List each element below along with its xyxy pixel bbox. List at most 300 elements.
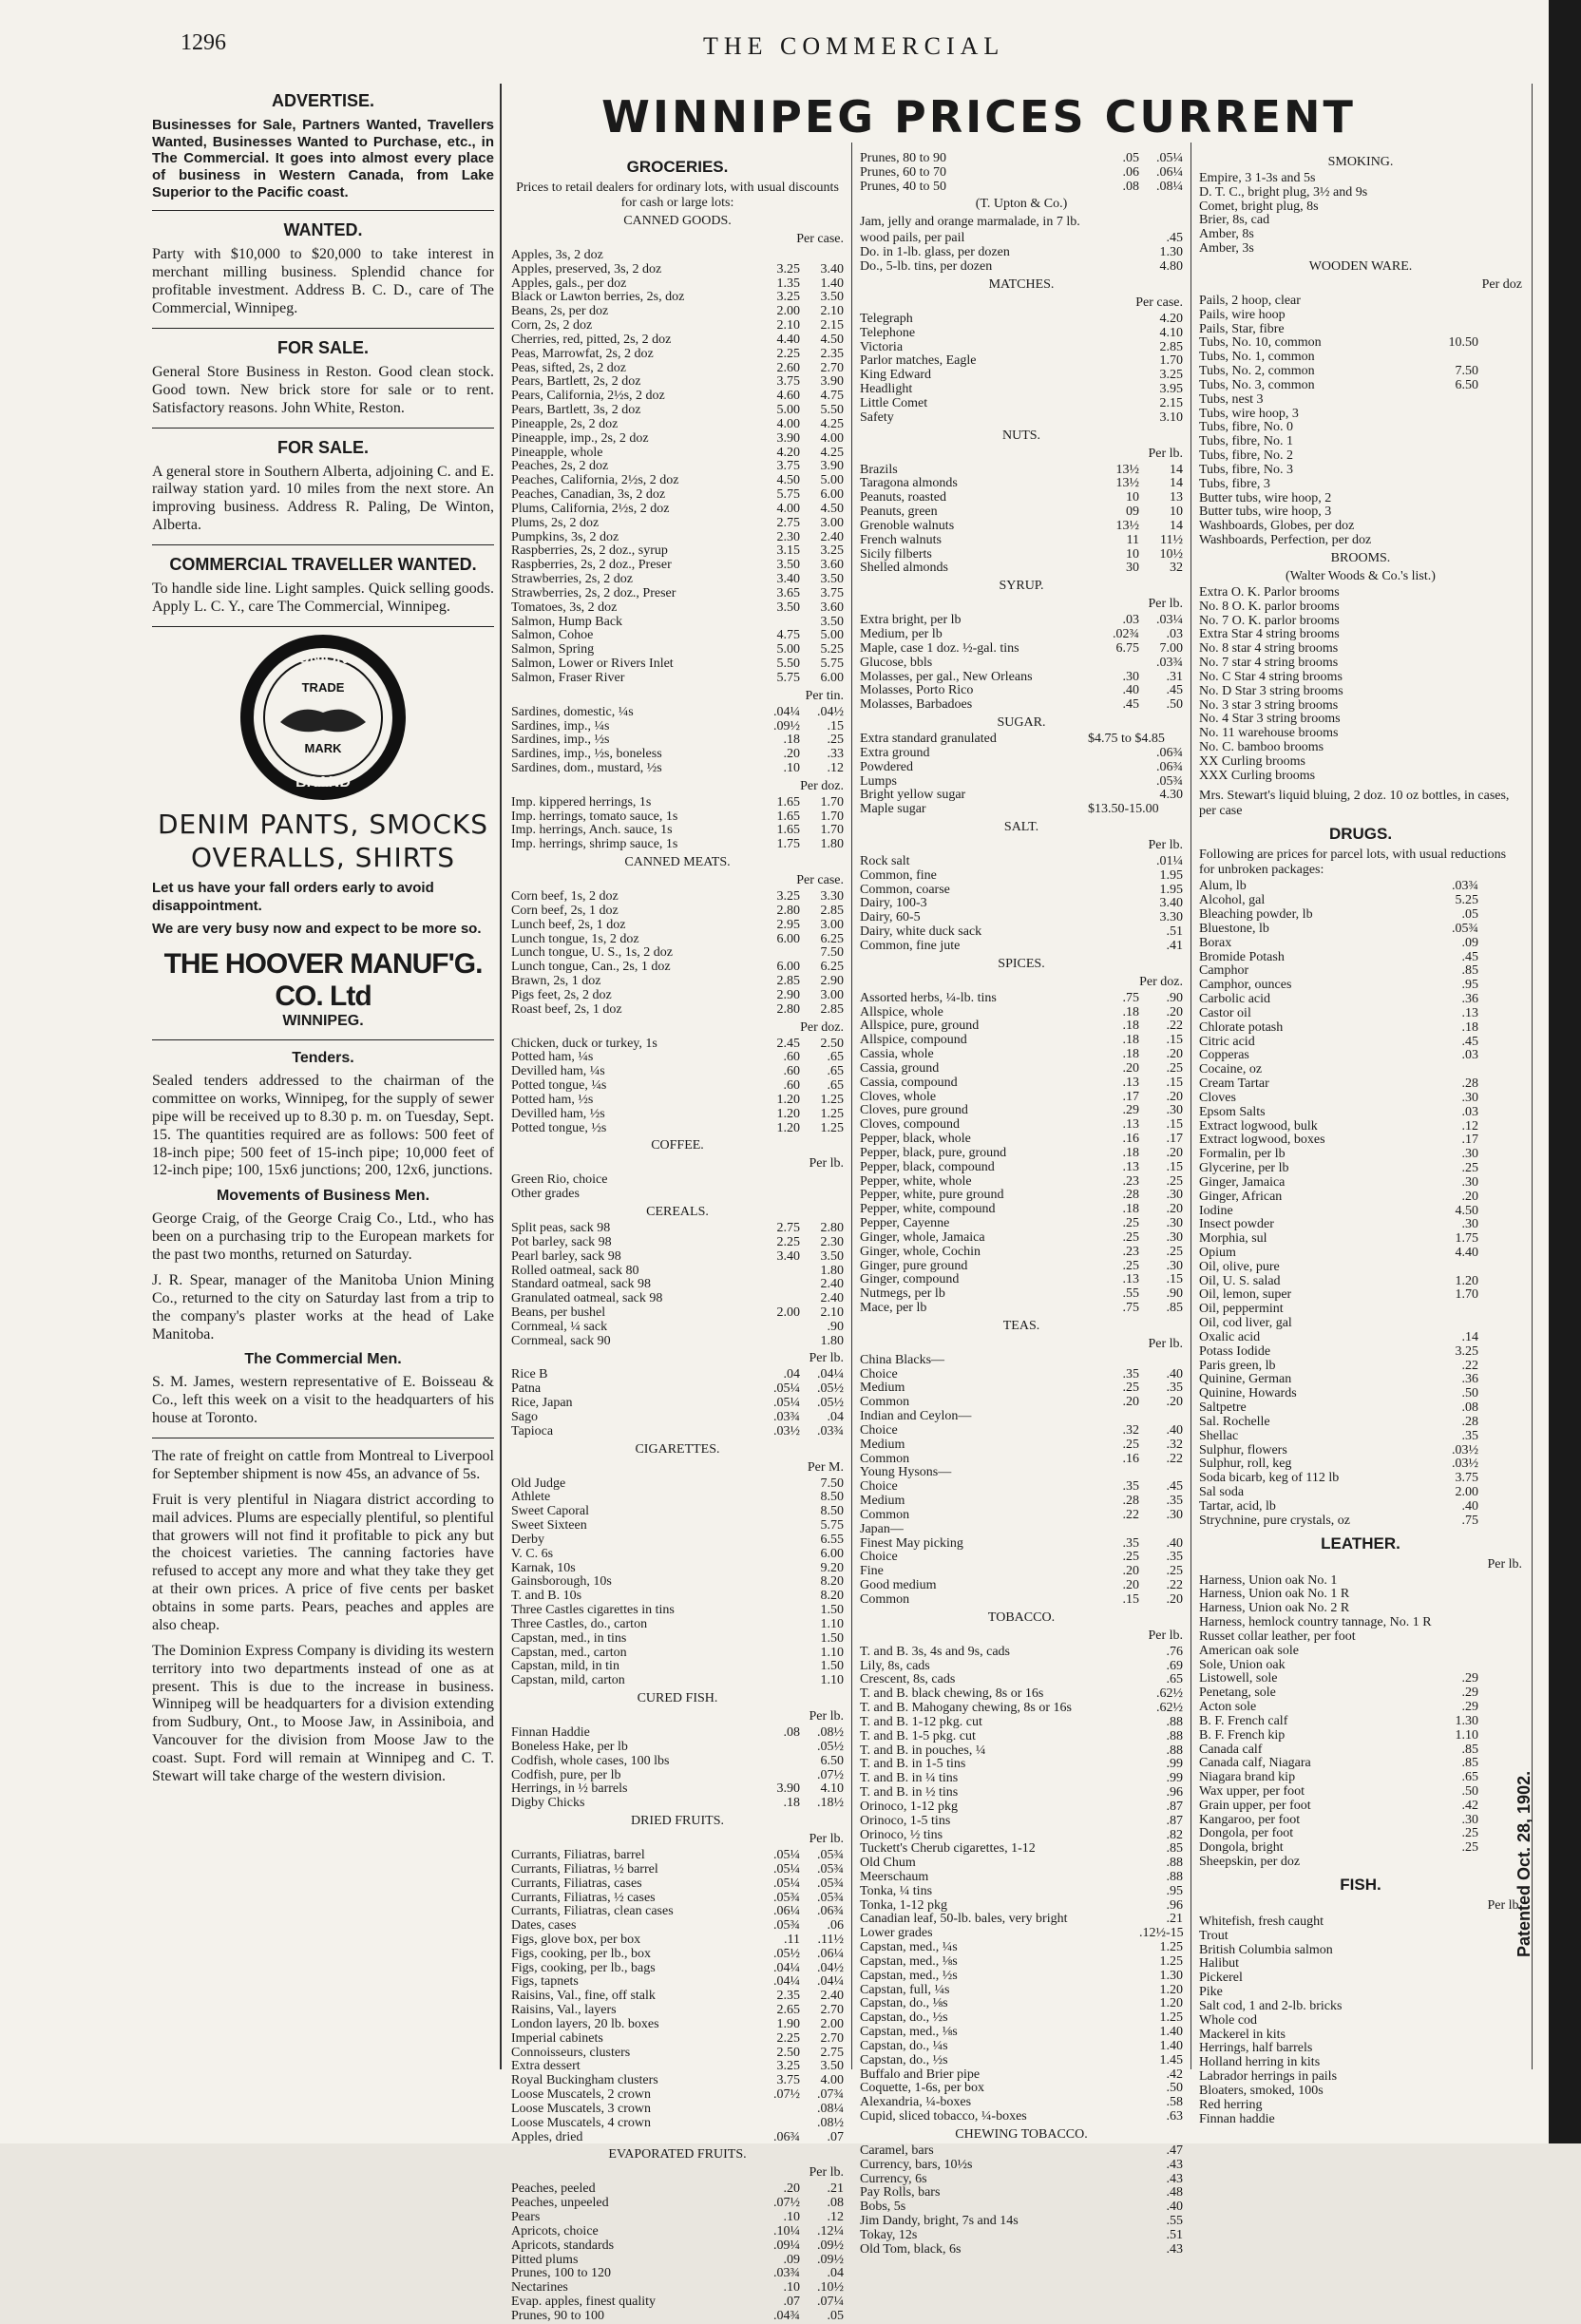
price-high [1478, 1486, 1522, 1500]
price-high: 2.85 [820, 1001, 844, 1017]
unit-label: Per lb. [809, 1709, 844, 1724]
item-name: Niagara brand kip [1199, 1770, 1296, 1785]
price-row [860, 2144, 1183, 2159]
price-high: 1.50 [820, 1603, 844, 1618]
item-name: Tapioca [511, 1423, 554, 1438]
item-name: Figs, cooking, per lb., box [511, 1946, 651, 1961]
price-row [1199, 628, 1522, 642]
price-low [749, 1575, 800, 1590]
price-low [749, 1519, 800, 1533]
price-high [1478, 408, 1522, 422]
price-low [749, 2117, 800, 2131]
price-low: .18 [1122, 1019, 1139, 1034]
item-name: Butter tubs, wire hoop, 3 [1199, 505, 1332, 520]
price-row [860, 1246, 1183, 1260]
price-high: .03¾ [817, 1423, 844, 1438]
price-row [511, 305, 844, 319]
price-row [860, 520, 1183, 534]
price-low [1427, 295, 1478, 309]
price-low [1427, 1972, 1478, 1986]
price-high: 1.50 [820, 1659, 844, 1674]
item-name: Boneless Hake, per lb [511, 1739, 628, 1754]
item-name: Comet, bright plug, 8s [1199, 199, 1319, 214]
price-row [860, 1955, 1183, 1970]
price-row [860, 383, 1183, 397]
price-row [1199, 1120, 1522, 1134]
item-name: Pigs feet, 2s, 2 doz [511, 987, 612, 1002]
item-name: Sicily filberts [860, 546, 932, 562]
item-name: Trout [1199, 1928, 1229, 1943]
price-row [1199, 214, 1522, 228]
price-high: 6.55 [820, 1532, 844, 1547]
price-row [1199, 1232, 1522, 1247]
price-row [1199, 937, 1522, 951]
item-name: Peas, sifted, 2s, 2 doz [511, 360, 626, 375]
price-low: 2.00 [1455, 1485, 1478, 1500]
price-high: .04 [827, 1409, 844, 1424]
price-row [511, 1647, 844, 1661]
item-name: Tomatoes, 3s, 2 doz [511, 600, 618, 615]
wanted-title: WANTED. [283, 220, 363, 240]
unit-label: Per doz. [800, 1019, 844, 1035]
price-row [1199, 1715, 1522, 1729]
price-high: .43 [1166, 2241, 1183, 2257]
price-row [511, 1368, 844, 1382]
price-high: 3.00 [820, 987, 844, 1002]
price-row [511, 488, 844, 503]
price-table [860, 855, 1183, 954]
item-name: Tartar, acid, lb [1199, 1498, 1276, 1514]
item-name: Epsom Salts [1199, 1104, 1266, 1119]
bluing-note: Mrs. Stewart's liquid bluing, 2 doz. 10 oz bottles, in cases, per case [1199, 789, 1510, 819]
item-name: Oil, olive, pure [1199, 1259, 1280, 1274]
price-row [511, 503, 844, 517]
price-high: .12 [827, 760, 844, 775]
price-low: .11 [784, 1932, 800, 1947]
price-high [800, 1173, 844, 1188]
price-low [1427, 2070, 1478, 2085]
item-name: Glycerine, per lb [1199, 1161, 1289, 1176]
price-row [860, 1396, 1183, 1410]
price-row [1199, 1701, 1522, 1715]
price-low [749, 1335, 800, 1349]
news-1: The rate of freight on cattle from Montreal to Liverpool for September shipment is now 45s, an advance of 5s. [152, 1448, 494, 1482]
price-low [749, 1477, 800, 1492]
price-high: 1.70 [820, 809, 844, 824]
price-low [1427, 628, 1478, 642]
price-high [1478, 1303, 1522, 1317]
price-high: 2.85 [1159, 339, 1183, 354]
unit-label: Per lb. [1148, 1336, 1183, 1351]
price-high [1478, 1972, 1522, 1986]
price-low [1088, 2144, 1139, 2159]
price-low: .08 [1122, 179, 1139, 194]
item-name: Quinine, Howards [1199, 1386, 1297, 1401]
price-low [1427, 449, 1478, 464]
price-low: .17 [1122, 1089, 1139, 1104]
price-row [860, 2200, 1183, 2215]
price-low [1427, 770, 1478, 784]
price-low [1088, 341, 1139, 355]
price-row [860, 1133, 1183, 1147]
price-table [511, 1849, 844, 2144]
price-row [511, 1905, 844, 1919]
item-name: Rolled oatmeal, sack 80 [511, 1263, 639, 1278]
unit-label: Per lb. [1487, 1897, 1522, 1913]
price-table [860, 1646, 1183, 2124]
price-low [1427, 1957, 1478, 1972]
price-row [1199, 1457, 1522, 1472]
item-name: Pails, Star, fibre [1199, 321, 1285, 336]
price-row [511, 474, 844, 488]
price-low: 1.65 [776, 809, 800, 824]
price-high: .30 [1166, 1188, 1183, 1203]
item-name: British Columbia salmon [1199, 1942, 1333, 1957]
price-low [1088, 369, 1139, 383]
item-name: Orinoco, ½ tins [860, 1827, 943, 1842]
groceries-title: GROCERIES. [626, 158, 729, 176]
item-name: Pepper, white, pure ground [860, 1188, 1004, 1203]
item-name: Strawberries, 2s, 2 doz [511, 572, 633, 587]
item-name: Butter tubs, wire hoop, 2 [1199, 490, 1332, 505]
price-row [511, 1491, 844, 1505]
item-name: Finest May picking [860, 1535, 963, 1551]
item-name: Bright yellow sugar [860, 788, 966, 803]
price-high: 4.10 [820, 1781, 844, 1797]
forsale1-title: FOR SALE. [276, 337, 369, 357]
price-low: .05 [1461, 907, 1478, 923]
price-row [1199, 336, 1522, 351]
item-name: Raisins, Val., layers [511, 2003, 617, 2018]
price-low: 3.75 [776, 374, 800, 390]
price-low: .25 [1122, 1216, 1139, 1231]
price-high [1478, 505, 1522, 520]
item-name: Maple, case 1 doz. ½-gal. tins [860, 640, 1019, 656]
item-name: Bluestone, lb [1199, 921, 1269, 936]
price-high: .85 [1166, 1841, 1183, 1857]
price-high [1478, 1986, 1522, 2000]
price-high: 3.30 [820, 889, 844, 905]
item-name: Common, coarse [860, 882, 950, 897]
price-low [1088, 2215, 1139, 2229]
price-row [511, 1108, 844, 1122]
tenders-title: Tenders. [292, 1050, 354, 1067]
price-low [1427, 435, 1478, 449]
item-name: Devilled ham, ½s [511, 1106, 605, 1121]
item-name: Capstan, med., carton [511, 1645, 627, 1660]
price-row [1199, 1430, 1522, 1444]
item-name: Buffalo and Brier pipe [860, 2067, 981, 2082]
price-low [1427, 2029, 1478, 2043]
price-row [860, 1857, 1183, 1871]
price-table [1199, 586, 1522, 784]
price-low [749, 1647, 800, 1661]
price-row [860, 2215, 1183, 2229]
price-high [800, 1188, 844, 1202]
item-name: Common [860, 1395, 910, 1410]
price-low: 1.10 [1455, 1727, 1478, 1743]
price-low: .30 [1461, 1217, 1478, 1232]
price-row [860, 1829, 1183, 1843]
section-title: BROOMS. [1330, 550, 1391, 565]
price-high: .90 [1166, 990, 1183, 1005]
price-row [511, 643, 844, 657]
item-name: Pepper, black, whole [860, 1132, 971, 1147]
item-name: Nutmegs, per lb [860, 1286, 945, 1302]
price-low: .29 [1461, 1686, 1478, 1701]
price-row [860, 1523, 1183, 1537]
price-low [1427, 2085, 1478, 2099]
price-high: .12 [827, 2210, 844, 2225]
price-low: 6.75 [1115, 640, 1139, 656]
item-name: Medium [860, 1381, 905, 1396]
price-high: .05¾ [817, 1890, 844, 1905]
price-low [1427, 1261, 1478, 1275]
price-row [860, 548, 1183, 562]
item-name: Pears, Bartlett, 3s, 2 doz [511, 403, 641, 418]
forsale1-text: General Store Business in Reston. Good clean stock. Good town. New brick store for sale or to rent. Satisfactory reasons. John White, Reston. [152, 363, 494, 416]
item-name: Medium [860, 1494, 905, 1509]
price-high [1478, 228, 1522, 242]
item-name: Red herring [1199, 2097, 1263, 2112]
price-row [1199, 1092, 1522, 1106]
price-row [860, 1048, 1183, 1062]
price-high: .04½ [817, 1960, 844, 1975]
price-row [1199, 894, 1522, 908]
price-row [860, 1772, 1183, 1786]
price-row [860, 2011, 1183, 2026]
price-low [1427, 408, 1478, 422]
price-high [1478, 770, 1522, 784]
price-row [511, 2254, 844, 2268]
price-low: .18 [783, 733, 800, 748]
price-high: .11½ [817, 1932, 844, 1947]
movements-title: Movements of Business Men. [216, 1188, 430, 1205]
item-name: Sulphur, roll, keg [1199, 1457, 1292, 1472]
item-name: No. C. bamboo brooms [1199, 739, 1324, 754]
price-row [511, 657, 844, 672]
item-name: Cupid, sliced tobacco, ¼-boxes [860, 2109, 1027, 2124]
price-row [1199, 242, 1522, 257]
price-low: .23 [1122, 1244, 1139, 1259]
price-row [1199, 1645, 1522, 1659]
price-row [860, 1687, 1183, 1702]
item-name: Crescent, 8s, cads [860, 1672, 956, 1687]
item-name: Pumpkins, 3s, 2 doz [511, 529, 619, 544]
price-low [1427, 1986, 1478, 2000]
price-row [511, 1933, 844, 1948]
item-name: Glucose, bbls [860, 655, 933, 670]
price-high: .10½ [817, 2280, 844, 2295]
item-name: Granulated oatmeal, sack 98 [511, 1291, 663, 1306]
item-name: Common [860, 1507, 910, 1522]
price-low: 2.10 [776, 318, 800, 333]
price-low: 3.15 [776, 543, 800, 559]
price-high: 7.50 [820, 1476, 844, 1491]
price-row [1199, 1672, 1522, 1686]
item-name: Allspice, whole [860, 1004, 943, 1019]
item-name: Rice B [511, 1367, 548, 1382]
price-high [1478, 979, 1522, 993]
item-name: Oil, lemon, super [1199, 1287, 1292, 1303]
price-high: .88 [1166, 1743, 1183, 1758]
price-row [1199, 505, 1522, 520]
price-high: 2.10 [820, 304, 844, 319]
item-name: Oil, peppermint [1199, 1302, 1284, 1317]
price-high: 2.50 [820, 1036, 844, 1051]
price-row [1199, 1275, 1522, 1289]
price-high: 3.60 [820, 600, 844, 615]
page-title: WINNIPEG PRICES CURRENT [601, 91, 1356, 143]
price-low: 1.20 [776, 1106, 800, 1121]
price-row [860, 313, 1183, 327]
price-row [860, 1438, 1183, 1453]
price-row [511, 961, 844, 975]
price-high [1478, 1430, 1522, 1444]
item-name: Pepper, black, compound [860, 1159, 995, 1174]
price-row [860, 733, 1183, 747]
price-low: .65 [1461, 1770, 1478, 1785]
item-name: Potass Iodide [1199, 1343, 1271, 1359]
price-low: 2.35 [776, 1989, 800, 2004]
item-name: American oak sole [1199, 1643, 1299, 1658]
price-row [511, 1674, 844, 1688]
price-high: .99 [1166, 1771, 1183, 1786]
price-low: .06 [1122, 164, 1139, 180]
price-low: .03 [1122, 613, 1139, 628]
price-high [1478, 2099, 1522, 2113]
price-low [1088, 354, 1139, 369]
price-low: .22 [1122, 1507, 1139, 1522]
price-low: .30 [1461, 1090, 1478, 1105]
price-high [1478, 365, 1522, 379]
price-low: .03¾ [773, 2266, 800, 2281]
item-name: Raspberries, 2s, 2 doz., Preser [511, 558, 672, 573]
item-name: Patna [511, 1381, 542, 1397]
price-row [860, 1593, 1183, 1608]
price-high: .06¼ [817, 1946, 844, 1961]
item-name: Pepper, black, pure, ground [860, 1145, 1007, 1160]
item-name: Rice, Japan [511, 1396, 573, 1411]
item-name: Pot barley, sack 98 [511, 1234, 612, 1249]
price-low: 4.40 [776, 332, 800, 347]
price-low [749, 1278, 800, 1292]
price-row [511, 1660, 844, 1674]
item-name: Cloves, pure ground [860, 1103, 968, 1118]
price-low: 3.75 [776, 459, 800, 474]
item-name: T. and B. 1-12 pkg. cut [860, 1714, 982, 1729]
price-low [1427, 657, 1478, 671]
price-row [1199, 713, 1522, 727]
price-high: .40 [1166, 1422, 1183, 1438]
price-high: .05¾ [817, 1848, 844, 1863]
item-name: Capstan, med., ⅛s [860, 1953, 958, 1969]
price-row [860, 1062, 1183, 1076]
price-row [1199, 2085, 1522, 2099]
ad-title: DENIM PANTS, SMOCKS OVERALLS, SHIRTS [157, 808, 489, 873]
ad-city: WINNIPEG. [282, 1013, 364, 1030]
price-high [1480, 1616, 1522, 1630]
price-high: .22 [1166, 1019, 1183, 1034]
price-row [511, 1849, 844, 1863]
price-high: 6.25 [820, 960, 844, 975]
price-table [860, 992, 1183, 1316]
ad-text-1: Let us have your fall orders early to avoid disappointment. [152, 879, 434, 914]
price-row [1199, 520, 1522, 534]
price-high [1478, 727, 1522, 741]
price-row [511, 1782, 844, 1797]
price-row [511, 2004, 844, 2018]
price-high: .05 [827, 2308, 844, 2323]
item-name: Ginger, African [1199, 1189, 1283, 1204]
price-row [860, 369, 1183, 383]
price-high [1478, 964, 1522, 979]
item-name: Do. in 1-lb. glass, per dozen [860, 245, 1010, 260]
price-high [1478, 1500, 1522, 1514]
item-name: Brazils [860, 462, 898, 477]
price-low: .04¾ [773, 2308, 800, 2323]
price-high: 3.90 [820, 459, 844, 474]
price-row [511, 762, 844, 776]
price-high: .42 [1166, 2067, 1183, 2082]
item-name: Alcohol, gal [1199, 893, 1266, 908]
price-low [1427, 2056, 1478, 2070]
price-row [860, 992, 1183, 1006]
price-high: .06¼ [1156, 164, 1183, 180]
price-high [1139, 1410, 1183, 1424]
item-name: Pepper, Cayenne [860, 1216, 950, 1231]
price-row [1199, 1218, 1522, 1232]
price-low: .09¼ [773, 2238, 800, 2253]
item-name: Rock salt [860, 853, 910, 868]
price-high: 2.90 [820, 974, 844, 989]
price-row [1199, 1616, 1522, 1630]
column-rule [500, 84, 502, 2069]
section-note: (Walter Woods & Co.'s list.) [1286, 568, 1436, 583]
item-name: Extract logwood, bulk [1199, 1118, 1318, 1133]
price-high: .25 [1166, 1173, 1183, 1189]
price-low: 4.60 [776, 389, 800, 404]
item-name: Assorted herbs, ¼-lb. tins [860, 990, 997, 1005]
item-name: Peaches, unpeeled [511, 2196, 609, 2211]
price-high: 8.50 [820, 1504, 844, 1519]
price-high: .04¼ [817, 1974, 844, 1990]
section-title: NUTS. [1001, 428, 1041, 443]
item-name: Telegraph [860, 311, 913, 326]
price-row [511, 838, 844, 852]
price-high: .30 [1166, 1216, 1183, 1231]
price-high: 1.25 [1159, 1953, 1183, 1969]
price-high: 1.95 [1159, 867, 1183, 883]
price-row [511, 2018, 844, 2032]
price-low: .18 [1122, 1047, 1139, 1062]
price-row [1199, 1500, 1522, 1514]
item-name: Dongola, bright [1199, 1840, 1284, 1856]
section-title: TOBACCO. [987, 1610, 1056, 1625]
price-row [860, 2110, 1183, 2124]
price-low: .30 [1461, 1174, 1478, 1190]
item-name: Sardines, imp., ¼s [511, 718, 610, 733]
price-high [1478, 657, 1522, 671]
price-row [860, 1970, 1183, 1984]
price-low [1088, 1885, 1139, 1899]
item-name: XXX Curling brooms [1199, 768, 1316, 783]
item-name: Alexandria, ¼-boxes [860, 2095, 972, 2110]
price-high: 1.95 [1159, 882, 1183, 897]
price-low: .95 [1461, 978, 1478, 993]
price-low: .25 [1122, 1229, 1139, 1245]
item-name: Derby [511, 1532, 544, 1547]
